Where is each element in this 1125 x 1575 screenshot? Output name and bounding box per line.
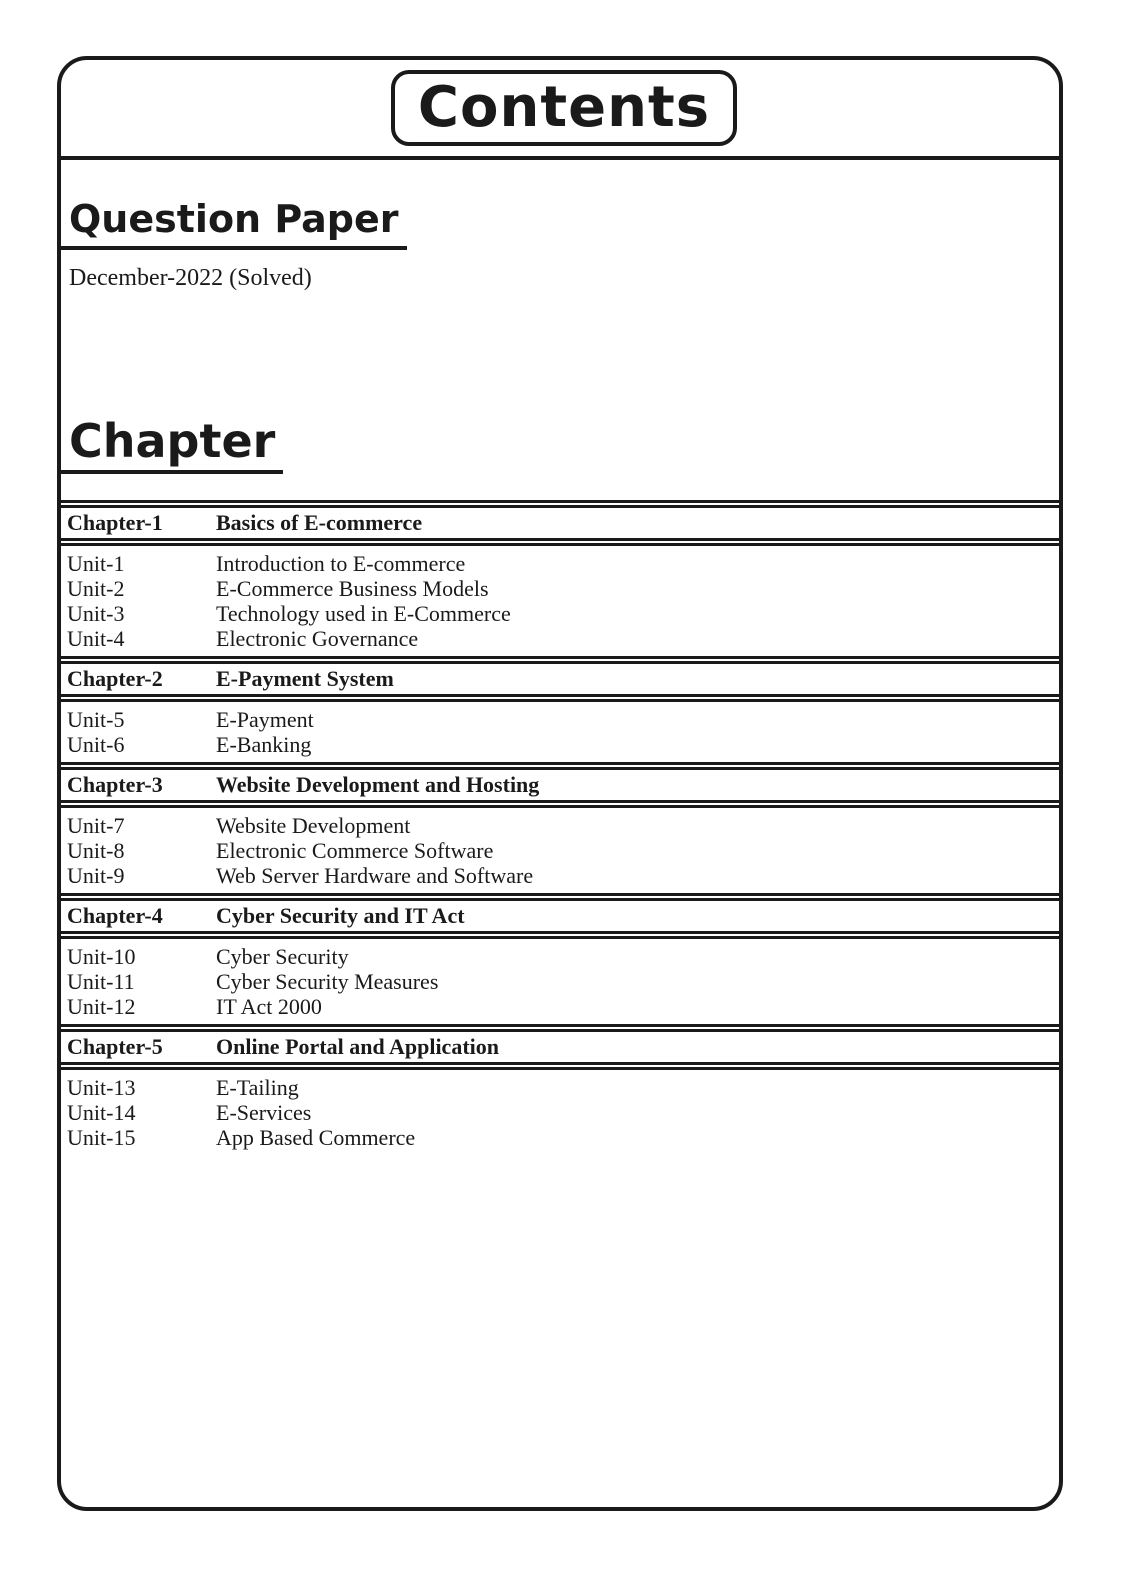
unit-title: Technology used in E-Commerce	[216, 600, 511, 626]
unit-row[interactable]	[67, 813, 1059, 838]
chapter-row[interactable]	[61, 1032, 1059, 1062]
unit-title: Introduction to E-commerce	[216, 550, 466, 576]
double-rule	[61, 1024, 1059, 1032]
chapter-number: Chapter-5	[67, 1034, 163, 1059]
chapter-row[interactable]	[61, 664, 1059, 694]
chapter-title: Cyber Security and IT Act	[216, 903, 465, 928]
unit-title: Web Server Hardware and Software	[216, 862, 534, 888]
unit-title: Website Development	[216, 812, 411, 838]
unit-row[interactable]	[67, 969, 1059, 994]
chapter-title: Online Portal and Application	[216, 1034, 499, 1059]
double-rule	[61, 800, 1059, 808]
unit-number: Unit-14	[67, 1099, 136, 1125]
unit-title: Electronic Governance	[216, 625, 419, 651]
unit-row[interactable]	[67, 707, 1059, 732]
unit-number: Unit-7	[67, 812, 125, 838]
unit-number: Unit-10	[67, 943, 136, 969]
unit-title: E-Services	[216, 1099, 312, 1125]
unit-number: Unit-9	[67, 862, 125, 888]
chapter-number: Chapter-1	[67, 510, 163, 535]
unit-row[interactable]	[67, 601, 1059, 626]
unit-number: Unit-2	[67, 575, 125, 601]
chapter-title: E-Payment System	[216, 666, 394, 691]
unit-title: Cyber Security	[216, 943, 349, 969]
unit-number: Unit-12	[67, 993, 136, 1019]
page-frame	[57, 56, 1063, 1511]
unit-number: Unit-4	[67, 625, 125, 651]
unit-row[interactable]	[67, 838, 1059, 863]
unit-number: Unit-13	[67, 1074, 136, 1100]
unit-title: IT Act 2000	[216, 993, 322, 1019]
double-rule	[61, 762, 1059, 770]
unit-row[interactable]	[67, 1125, 1059, 1150]
unit-number: Unit-11	[67, 968, 135, 994]
question-paper-underline	[61, 246, 407, 250]
header-band	[61, 60, 1059, 160]
unit-row[interactable]	[67, 994, 1059, 1019]
unit-row[interactable]	[67, 863, 1059, 888]
chapter-number: Chapter-3	[67, 772, 163, 797]
unit-row[interactable]	[67, 732, 1059, 757]
unit-title: E-Payment	[216, 706, 314, 732]
unit-row[interactable]	[67, 944, 1059, 969]
unit-number: Unit-6	[67, 731, 125, 757]
double-rule	[61, 538, 1059, 546]
unit-row[interactable]	[67, 1100, 1059, 1125]
chapter-number: Chapter-4	[67, 903, 163, 928]
chapter-table	[61, 500, 1059, 1155]
unit-list	[61, 808, 1059, 893]
chapter-number: Chapter-2	[67, 666, 163, 691]
page-title: Contents	[417, 75, 711, 140]
unit-title: Electronic Commerce Software	[216, 837, 494, 863]
unit-number: Unit-1	[67, 550, 125, 576]
unit-title: App Based Commerce	[216, 1124, 416, 1150]
unit-row[interactable]	[67, 626, 1059, 651]
unit-title: E-Banking	[216, 731, 312, 757]
double-rule	[61, 694, 1059, 702]
chapter-title: Basics of E-commerce	[216, 510, 423, 535]
chapter-underline	[61, 470, 283, 474]
double-rule	[61, 656, 1059, 664]
unit-title: E-Commerce Business Models	[216, 575, 489, 601]
question-paper-heading: Question Paper	[69, 197, 399, 241]
chapter-row[interactable]	[61, 901, 1059, 931]
unit-row[interactable]	[67, 1075, 1059, 1100]
double-rule	[61, 893, 1059, 901]
chapter-row[interactable]	[61, 508, 1059, 538]
question-paper-item[interactable]: December-2022 (Solved)	[69, 265, 312, 291]
double-rule	[61, 931, 1059, 939]
double-rule	[61, 1062, 1059, 1070]
chapter-heading: Chapter	[69, 414, 276, 468]
unit-list	[61, 546, 1059, 656]
chapter-title: Website Development and Hosting	[216, 772, 540, 797]
unit-row[interactable]	[67, 551, 1059, 576]
unit-list	[61, 702, 1059, 762]
unit-number: Unit-15	[67, 1124, 136, 1150]
unit-number: Unit-5	[67, 706, 125, 732]
double-rule	[61, 500, 1059, 508]
unit-title: E-Tailing	[216, 1074, 299, 1100]
unit-list	[61, 939, 1059, 1024]
unit-row[interactable]	[67, 576, 1059, 601]
unit-number: Unit-8	[67, 837, 125, 863]
unit-number: Unit-3	[67, 600, 125, 626]
unit-title: Cyber Security Measures	[216, 968, 439, 994]
unit-list	[61, 1070, 1059, 1155]
title-box	[391, 70, 737, 146]
chapter-row[interactable]	[61, 770, 1059, 800]
